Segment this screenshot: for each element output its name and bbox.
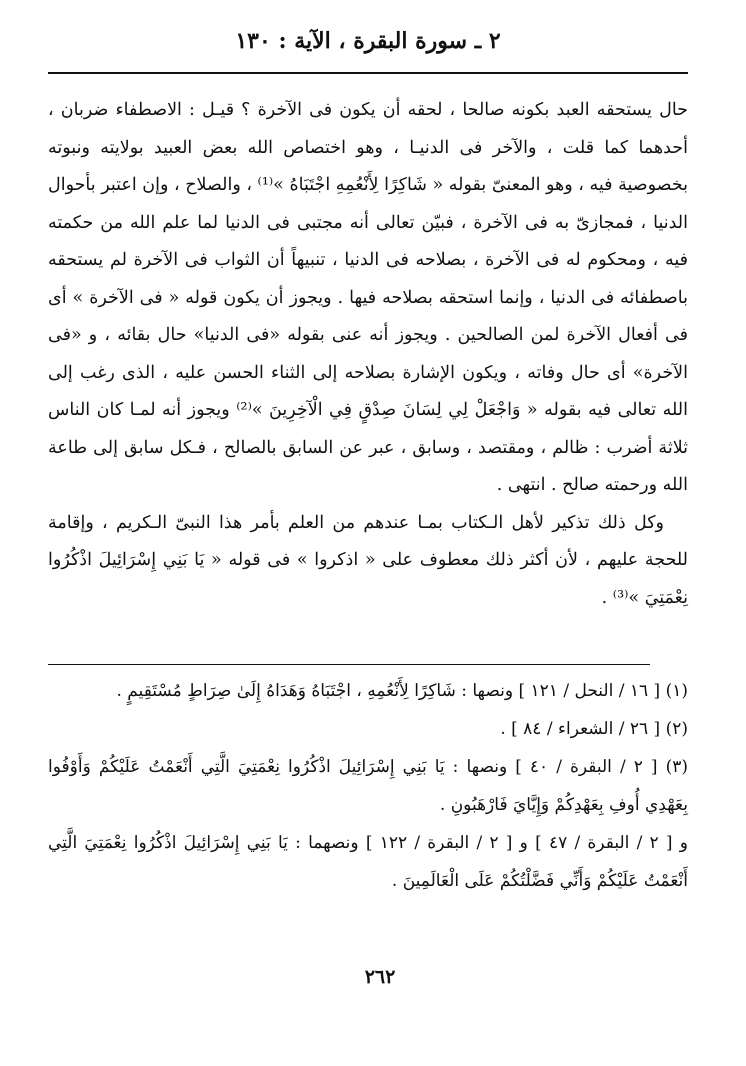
- footnote: (٢) [ ٢٦ / الشعراء / ٨٤ ] .: [500, 719, 688, 739]
- footnote: و [ ٢ / البقرة / ٤٧ ] و [ ٢ / البقرة / ١٢٢ ] ونصهما : يَا بَنِي إِسْرَائِيلَ اذْكُرُوا نِعْمَتِيَ الَّتِي أَنْعَمْتُ عَلَيْكُمْ وَأَنِّي فَضَّلْتُكُمْ عَلَى الْعَالَمِينَ .: [48, 833, 688, 891]
- paragraph: حال يستحقه العبد بكونه صالحا ، لحقه أن يكون فى الآخرة ؟ قيـل : الاصطفاء ضربان ، أحدهما كما قلت ، والآخر فى الدنيـا ، وهو اختصاص الله بعض العبيد بولايته ونبوته بخصوصية فيه ، وهو المعنىّ بقوله « شَاكِرًا لِأَنْعُمِهِ اجْتَبَاهُ »⁽¹⁾ ، والصلاح ، وإن اعتبر بأحوال الدنيا ، فمجازىّ به فى الآخرة ، فبيّن تعالى أنه مجتبى فى الدنيا لما علم الله من حكمته فيه ، ومحكوم له فى الآخرة ، بصلاحه فى الدنيا ، تنبيهاً أن الثواب فى الآخرة لم يستحقه باصطفائه فى الدنيا ، وإنما استحقه بصلاحه فيها . ويجوز أن يكون قوله « فى الآخرة » أى فى أفعال الآخرة لمن الصالحين . ويجوز أنه عنى بقوله «فى الدنيا» حال بقائه ، و «فى الآخرة» أى حال وفاته ، ويكون الإشارة بصلاحه إلى الثناء الحسن عليه ، الذى رغب إلى الله تعالى فيه بقوله « وَاجْعَلْ لِي لِسَانَ صِدْقٍ فِي الْآخِرِينَ »⁽²⁾ ويجوز أنه لمـا كان الناس ثلاثة أضرب : ظالم ، ومقتصد ، وسابق ، عبر عن السابق بالصالح ، فـكل سابق إلى طاعة الله ورحمته صالح . انتهى .: [48, 100, 688, 495]
- footnotes: [48, 672, 688, 900]
- main-text: [48, 92, 688, 617]
- paragraph: وكل ذلك تذكير لأهل الـكتاب بمـا عندهم من العلم بأمر هذا النبىّ الـكريم ، وإقامة للحجة عليهم ، لأن أكثر ذلك معطوف على « اذكروا » فى قوله « يَا بَنِي إِسْرَائِيلَ اذْكُرُوا نِعْمَتِيَ »⁽³⁾ .: [48, 512, 688, 608]
- footnote: (١) [ ١٦ / النحل / ١٢١ ] ونصها : شَاكِرًا لِأَنْعُمِهِ ، اجْتَبَاهُ وَهَدَاهُ إِلَىٰ صِرَاطٍ مُسْتَقِيمٍ .: [116, 681, 688, 701]
- header-divider: [48, 72, 688, 74]
- footnote-divider: [48, 664, 650, 665]
- footnote: (٣) [ ٢ / البقرة / ٤٠ ] ونصها : يَا بَنِي إِسْرَائِيلَ اذْكُرُوا نِعْمَتِيَ الَّتِي أَنْعَمْتُ عَلَيْكُمْ وَأَوْفُوا بِعَهْدِي أُوفِ بِعَهْدِكُمْ وَإِيَّايَ فَارْهَبُونِ .: [48, 757, 688, 815]
- page-number: ٢٦٢: [364, 966, 396, 988]
- running-header: ٢ ـ سورة البقرة ، الآية : ١٣٠: [235, 28, 501, 54]
